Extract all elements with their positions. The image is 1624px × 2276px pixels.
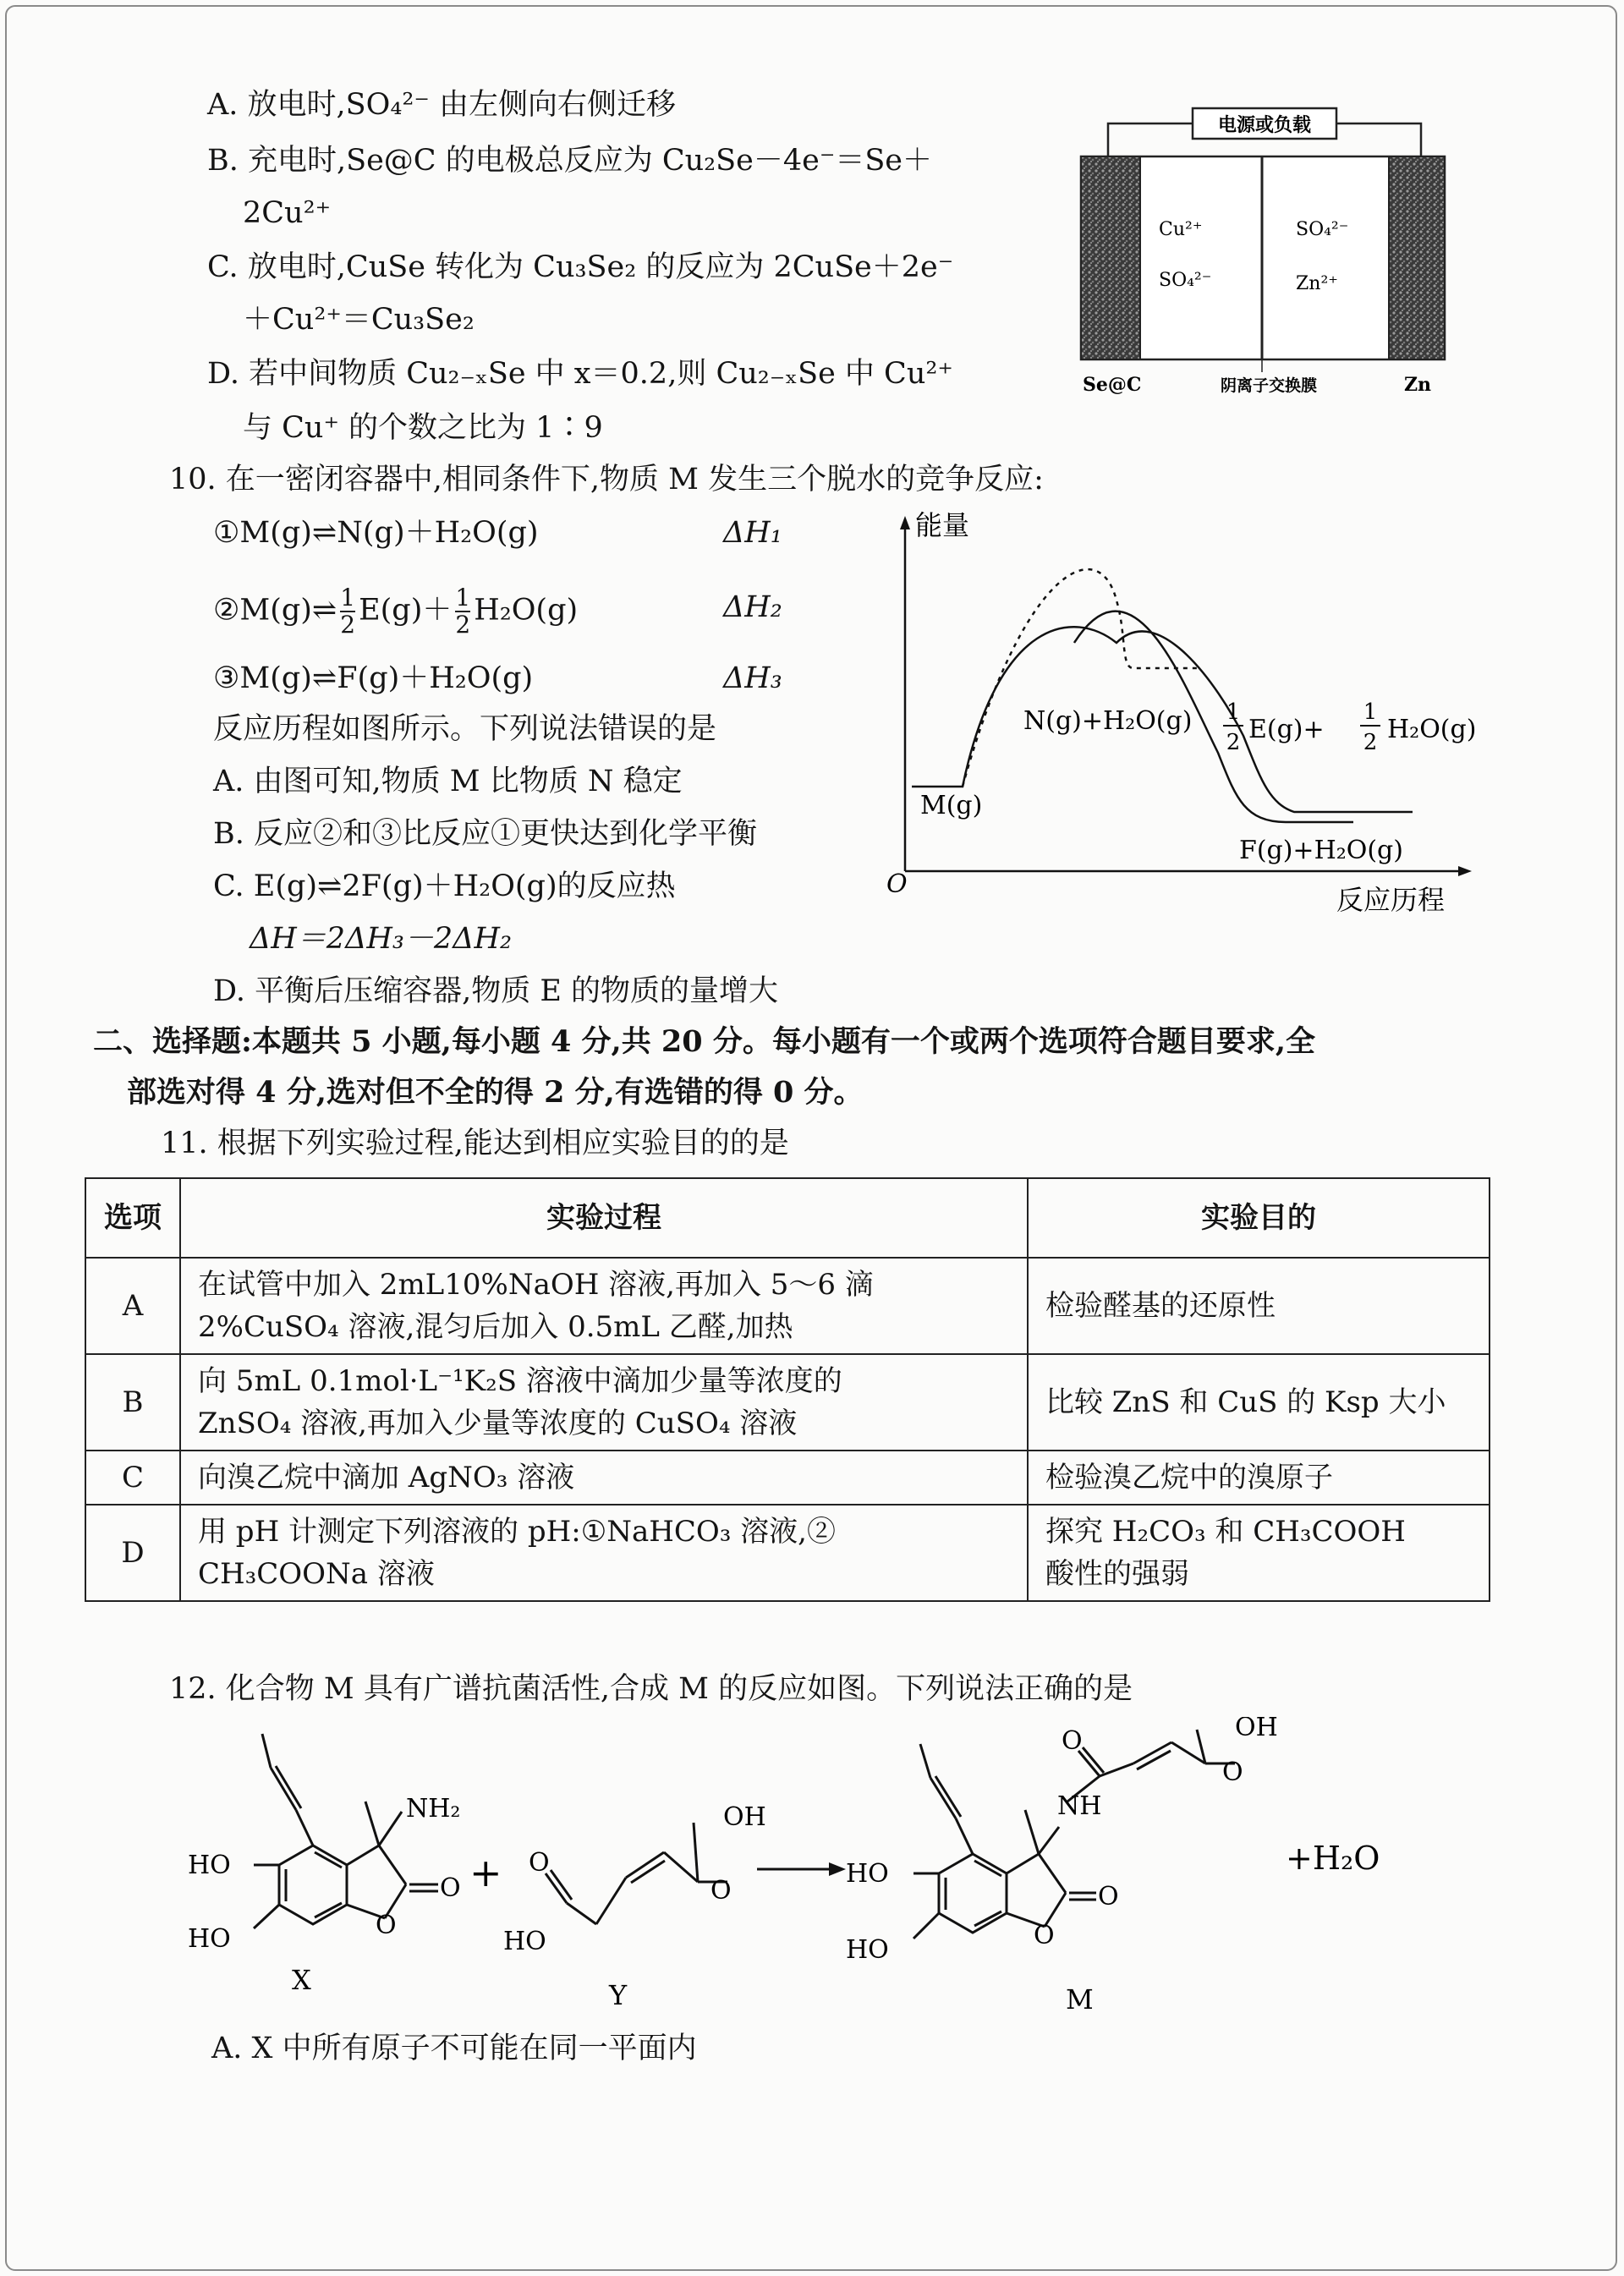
energy-profile-graph: [880, 499, 1522, 922]
zn-electrode: [1389, 156, 1445, 359]
table-row: [85, 1505, 1490, 1601]
label-x: X: [292, 1964, 311, 1996]
section2-line1: 二、选择题:本题共 5 小题,每小题 4 分,共 20 分。每小题有一个或两个选项符合题目要求,全: [93, 1024, 1316, 1059]
q10-prompt: 反应历程如图所示。下列说法错误的是: [213, 712, 717, 746]
row-goal-line1: 检验溴乙烷中的溴原子: [1045, 1461, 1333, 1494]
atom-o-m-carbonyl: O: [1098, 1882, 1119, 1911]
zn-label: Zn: [1404, 374, 1432, 396]
right-wire: [1336, 123, 1421, 161]
atom-ho-x-2: HO: [188, 1924, 231, 1954]
q10-reaction-2: ②M(g)⇌ $\frac{1}{2}$ E(g)＋ $\frac{1}{2}$ H₂O(g): [213, 584, 579, 639]
label-f: F(g)+H₂O(g): [1239, 836, 1403, 865]
fraction-half-2: $\frac{1}{2}$: [455, 584, 471, 639]
atom-oh-y: OH: [723, 1802, 766, 1832]
q9-option-a: A. 放电时,SO₄²⁻ 由左侧向右侧迁移: [207, 88, 676, 122]
atom-nh2-x: NH₂: [406, 1794, 461, 1824]
row-process-line1: 向溴乙烷中滴加 AgNO₃ 溶液: [198, 1461, 575, 1494]
electrolytic-cell-diagram: [1074, 101, 1455, 406]
atom-o-y-1: O: [529, 1848, 550, 1878]
row-process-line1: 向 5mL 0.1mol·L⁻¹K₂S 溶液中滴加少量等浓度的: [198, 1364, 842, 1398]
row-goal-line1: 比较 ZnS 和 CuS 的 Ksp 大小: [1045, 1385, 1446, 1419]
se-c-electrode: [1081, 156, 1140, 359]
header-option: 选项: [85, 1178, 180, 1258]
label-e: [1223, 699, 1476, 755]
right-ion-2: Zn²⁺: [1296, 273, 1338, 294]
row-goal-line1: 检验醛基的还原性: [1045, 1289, 1276, 1323]
molecule-y: [546, 1823, 727, 1924]
row-goal-line2: 酸性的强弱: [1045, 1557, 1189, 1591]
q10-option-c-line1: C. E(g)⇌2F(g)＋H₂O(g)的反应热: [213, 869, 676, 903]
q9-option-d-line1: D. 若中间物质 Cu₂₋ₓSe 中 x＝0.2,则 Cu₂₋ₓSe 中 Cu²⁺: [207, 357, 953, 391]
q10-dh1: ΔH₁: [723, 516, 782, 550]
plus-water: +H₂O: [1286, 1840, 1380, 1877]
q12-stem: 12. 化合物 M 具有广谱抗菌活性,合成 M 的反应如图。下列说法正确的是: [169, 1672, 1133, 1706]
row-process-line1: 用 pH 计测定下列溶液的 pH:①NaHCO₃ 溶液,②: [198, 1515, 836, 1549]
atom-ho-x-1: HO: [188, 1851, 231, 1880]
right-ion-1: SO₄²⁻: [1296, 219, 1349, 240]
synthesis-reaction-scheme: [169, 1717, 1506, 2030]
q10-option-b: B. 反应②和③比反应①更快达到化学平衡: [213, 817, 757, 851]
power-load-label: 电源或负载: [1217, 114, 1312, 136]
atom-o-y-2: O: [710, 1876, 732, 1906]
q10-reaction-3: ③M(g)⇌F(g)＋H₂O(g): [213, 661, 534, 695]
q9-option-c-line1: C. 放电时,CuSe 转化为 Cu₃Se₂ 的反应为 2CuSe＋2e⁻: [207, 250, 954, 284]
row-goal-line1: 探究 H₂CO₃ 和 CH₃COOH: [1045, 1515, 1406, 1549]
q9-option-d-line2: 与 Cu⁺ 的个数之比为 1∶9: [243, 411, 603, 445]
y-axis-arrow: [900, 516, 910, 529]
y-axis-label: 能量: [915, 509, 970, 541]
row-process-line2: CH₃COONa 溶液: [198, 1557, 435, 1591]
atom-oh-m: OH: [1235, 1717, 1278, 1742]
q10-option-d: D. 平衡后压缩容器,物质 E 的物质的量增大: [213, 974, 778, 1008]
atom-o-x-ring: O: [376, 1911, 397, 1940]
svg-text:2: 2: [1226, 730, 1241, 755]
label-m: M: [1066, 1983, 1094, 2015]
q10-option-c-line2: ΔH＝2ΔH₃－2ΔH₂: [250, 922, 512, 956]
row-process-line2: ZnSO₄ 溶液,再加入少量等浓度的 CuSO₄ 溶液: [198, 1407, 798, 1440]
reaction-arrow-head: [829, 1862, 846, 1876]
row-option: B: [85, 1354, 180, 1451]
header-process: 实验过程: [180, 1178, 1028, 1258]
atom-ho-y: HO: [503, 1927, 546, 1956]
svg-text:1: 1: [1363, 699, 1378, 725]
q12-option-a: A. X 中所有原子不可能在同一平面内: [211, 2032, 697, 2065]
row-option: C: [85, 1451, 180, 1505]
left-ion-1: Cu²⁺: [1159, 219, 1203, 240]
q10-dh3: ΔH₃: [723, 661, 782, 695]
section2-line2: 部选对得 4 分,选对但不全的得 2 分,有选错的得 0 分。: [127, 1075, 864, 1110]
q9-option-b-line2: 2Cu²⁺: [243, 196, 332, 230]
left-ion-2: SO₄²⁻: [1159, 270, 1212, 291]
table-row: [85, 1451, 1490, 1505]
plus-sign: +: [469, 1850, 502, 1895]
svg-text:E(g)+: E(g)+: [1248, 715, 1325, 744]
svg-text:H₂O(g): H₂O(g): [1387, 715, 1477, 744]
se-c-label: Se@C: [1083, 374, 1142, 396]
q9-option-c-line2: ＋Cu²⁺＝Cu₃Se₂: [243, 303, 475, 337]
row-option: D: [85, 1505, 180, 1601]
atom-o-m-ring: O: [1034, 1921, 1055, 1950]
q10-stem: 10. 在一密闭容器中,相同条件下,物质 M 发生三个脱水的竞争反应:: [169, 463, 1044, 496]
atom-o-m-amide: O: [1062, 1726, 1083, 1756]
atom-ho-m-1: HO: [846, 1859, 889, 1889]
x-axis-label: 反应历程: [1336, 884, 1446, 916]
label-y: Y: [609, 1979, 628, 2011]
membrane-label: 阴离子交换膜: [1220, 376, 1318, 395]
fraction-half-1: $\frac{1}{2}$: [340, 584, 356, 639]
atom-o-x-carbonyl: O: [440, 1873, 461, 1903]
table-row: [85, 1354, 1490, 1451]
origin-label: O: [886, 869, 908, 899]
q9-option-b-line1: B. 充电时,Se@C 的电极总反应为 Cu₂Se－4e⁻＝Se＋: [207, 144, 933, 178]
svg-text:2: 2: [1363, 730, 1378, 755]
q10-reaction-1: ①M(g)⇌N(g)＋H₂O(g): [213, 516, 539, 550]
table-row: [85, 1258, 1490, 1354]
row-process-line2: 2%CuSO₄ 溶液,混匀后加入 0.5mL 乙醛,加热: [198, 1310, 793, 1344]
atom-nh-m: NH: [1057, 1791, 1102, 1821]
label-n: N(g)+H₂O(g): [1023, 706, 1193, 736]
q10-dh2: ΔH₂: [723, 590, 782, 624]
atom-o-m-acid: O: [1222, 1758, 1243, 1787]
q11-stem: 11. 根据下列实验过程,能达到相应实验目的的是: [161, 1127, 789, 1160]
header-goal: 实验目的: [1028, 1178, 1490, 1258]
molecule-m: [914, 1730, 1235, 1939]
experiment-table: [85, 1177, 1490, 1602]
atom-ho-m-2: HO: [846, 1935, 889, 1965]
molecule-x: [254, 1734, 438, 1928]
row-process-line1: 在试管中加入 2mL10%NaOH 溶液,再加入 5～6 滴: [198, 1268, 874, 1302]
path-to-n-dashed: [963, 569, 1201, 787]
x-axis-arrow: [1458, 866, 1472, 876]
table-header-row: [85, 1178, 1490, 1258]
row-option: A: [85, 1258, 180, 1354]
svg-text:1: 1: [1226, 699, 1241, 725]
label-m: M(g): [920, 791, 983, 820]
q10-option-a: A. 由图可知,物质 M 比物质 N 稳定: [213, 765, 683, 798]
left-wire: [1108, 123, 1193, 161]
